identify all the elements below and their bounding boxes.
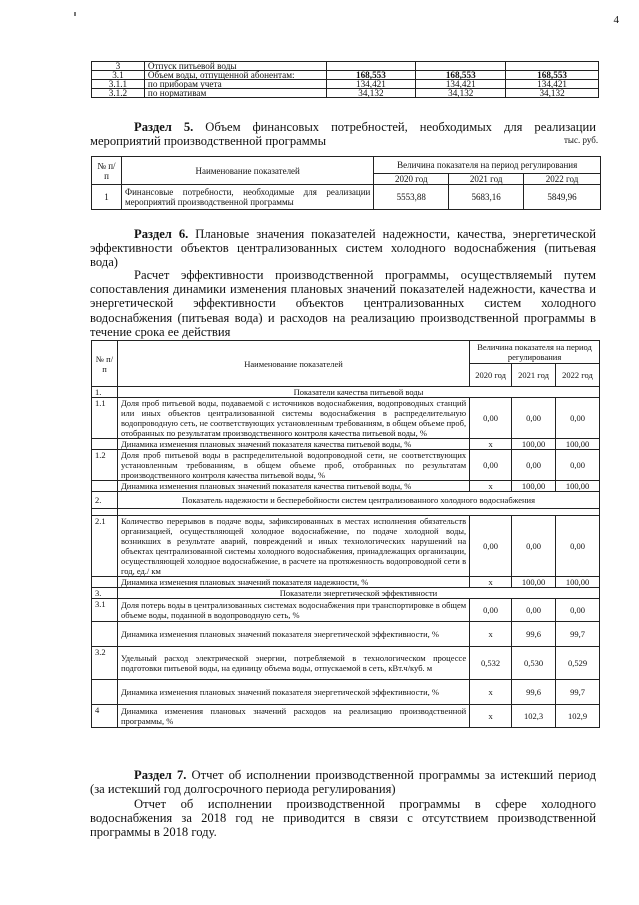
section6-label: Раздел 6. — [134, 227, 189, 241]
header-name: Наименование показателей — [117, 341, 469, 387]
section5-label: Раздел 5. — [134, 120, 194, 134]
group-title: Показатели энергетической эффективности — [117, 588, 599, 599]
row-name: Доля потерь воды в централизованных системах водоснабжения при транспортировке в общем объеме воды, поданной в водопроводную сеть, % — [117, 599, 469, 622]
group-row — [92, 492, 600, 509]
table-row — [92, 398, 600, 439]
row-number: 3 — [92, 62, 145, 71]
value-2022: 100,00 — [556, 577, 600, 588]
row-name: Динамика изменения плановых значений показателя энергетической эффективности, % — [117, 680, 469, 705]
header-num: № п/п — [92, 157, 122, 185]
row-number: 4 — [92, 705, 118, 728]
volume-table — [91, 61, 599, 98]
row-name: Динамика изменения плановых значений показателя качества питьевой воды, % — [117, 481, 469, 492]
header-year: 2021 год — [512, 364, 556, 387]
value-2020: x — [470, 481, 512, 492]
value-2020: x — [470, 622, 512, 647]
header-period: Величина показателя на период регулирования — [470, 341, 600, 364]
section5-heading — [90, 120, 599, 148]
header-num: № п/п — [92, 341, 118, 387]
row-number: 3.1 — [92, 71, 145, 80]
row-name: Динамика изменения плановых значений показателя качества питьевой воды, % — [117, 439, 469, 450]
section7-paragraph: Отчет об исполнении производственной программы в сфере холодного водоснабжения за 2018 год не приводится в связи с отсутствием производственной программы в 2018 году. — [90, 797, 596, 840]
table-row — [92, 185, 601, 210]
value-2021: 99,6 — [512, 622, 556, 647]
table-row — [92, 599, 600, 622]
value-2020: x — [470, 577, 512, 588]
scan-mark — [74, 12, 76, 16]
empty-cell — [92, 509, 118, 516]
value-2020: 34,132 — [326, 89, 416, 98]
value-2022: 100,00 — [556, 481, 600, 492]
row-number: 3.1 — [92, 599, 118, 622]
header-period: Величина показателя на период регулирования — [374, 157, 601, 174]
value-2021: 34,132 — [416, 89, 506, 98]
dynamics-row — [92, 680, 600, 705]
section5-title: Объем финансовых потребностей, необходимых для реализации мероприятий производственной программы — [90, 120, 596, 148]
row-name: Объем воды, отпущенной абонентам: — [144, 71, 326, 80]
value-2021: 168,553 — [416, 71, 506, 80]
value-2021: 100,00 — [512, 481, 556, 492]
row-name: Динамика изменения плановых значений расходов на реализацию производственной программы, % — [117, 705, 469, 728]
row-name: Финансовые потребности, необходимые для реализации мероприятий производственной программы — [121, 185, 373, 210]
dynamics-row — [92, 481, 600, 492]
empty-cell — [92, 481, 118, 492]
header-name: Наименование показателей — [121, 157, 373, 185]
value-2022: 0,00 — [556, 398, 600, 439]
row-number: 2.1 — [92, 516, 118, 577]
section7-title: Отчет об исполнении производственной программы за истекший период (за истекший год долгосрочного периода регулирования) — [90, 768, 596, 796]
value-2020: 134,421 — [326, 80, 416, 89]
row-name: Доля проб питьевой воды в распределительной водопроводной сети, не соответствующих установленным требованиям, в общем объеме проб, отобранных по результатам производственного контроля качества питьевой воды, % — [117, 450, 469, 481]
value-2022: 100,00 — [556, 439, 600, 450]
row-name: Количество перерывов в подаче воды, зафиксированных в местах исполнения обязательств организацией, осуществляющей холодное водоснабжение, по подаче холодной воды, возникших в результате аварий, повреждений и иных технологических нарушений на объектах централизованной системы холодного водоснабжения, принадлежащих организации, осуществляющей холодное водоснабжение, в расчете на протяженность водопроводной сети в год, ед./ км — [117, 516, 469, 577]
value-2020: 0,00 — [470, 450, 512, 481]
page-number: 4 — [613, 14, 619, 26]
section7-label: Раздел 7. — [134, 768, 187, 782]
group-number: 1. — [92, 387, 118, 398]
section6-title: Плановые значения показателей надежности, качества, энергетической эффективности объектов централизованных систем холодного водоснабжения (питьевая вода) — [90, 227, 596, 269]
value-2020: 0,00 — [470, 398, 512, 439]
value-2021: 134,421 — [416, 80, 506, 89]
row-number: 3.1.2 — [92, 89, 145, 98]
dynamics-row — [92, 577, 600, 588]
section7-heading — [90, 768, 596, 796]
row-number: 1 — [92, 185, 122, 210]
value-2020: x — [470, 439, 512, 450]
table-row — [92, 516, 600, 577]
empty-cell — [92, 680, 118, 705]
table-row — [92, 450, 600, 481]
value-2020: 168,553 — [326, 71, 416, 80]
value-2021: 0,00 — [512, 516, 556, 577]
value-2022: 0,00 — [556, 599, 600, 622]
header-year: 2021 год — [449, 174, 524, 185]
dynamics-row — [92, 439, 600, 450]
value-2022: 102,9 — [556, 705, 600, 728]
value-2022: 0,00 — [556, 450, 600, 481]
value-2021: 100,00 — [512, 577, 556, 588]
unit-label: тыс. руб. — [564, 135, 599, 145]
group-title: Показатель надежности и бесперебойности систем централизованного холодного водоснабжения — [117, 492, 599, 509]
row-name: Динамика изменения плановых значений показателя энергетической эффективности, % — [117, 622, 469, 647]
group-row — [92, 387, 600, 398]
row-number: 1.2 — [92, 450, 118, 481]
value-2021: 0,00 — [512, 450, 556, 481]
dynamics-row — [92, 622, 600, 647]
value-2022: 0,00 — [556, 516, 600, 577]
table-row — [92, 647, 600, 680]
value-2020: x — [470, 705, 512, 728]
empty-cell — [117, 509, 599, 516]
table-row — [92, 705, 600, 728]
row-name: Доля проб питьевой воды, подаваемой с источников водоснабжения, водопроводных станций или иных объектов централизованной системы водоснабжения в распределительную водопроводную сеть, не соответствующих установленным требованиям, в общем объеме проб, отобранных по результатам производственного контроля качества питьевой воды, % — [117, 398, 469, 439]
value-2020: x — [470, 680, 512, 705]
row-name: по приборам учета — [144, 80, 326, 89]
indicators-table — [91, 340, 600, 728]
value-2020: 0,00 — [470, 599, 512, 622]
value-2021: 100,00 — [512, 439, 556, 450]
value-2021: 0,530 — [512, 647, 556, 680]
value-2022: 99,7 — [556, 680, 600, 705]
row-name: Удельный расход электрической энергии, потребляемой в технологическом процессе подготовки питьевой воды, на единицу объема воды, отпускаемой в сеть, кВт.ч/куб. м — [117, 647, 469, 680]
value-2020: 0,00 — [470, 516, 512, 577]
header-year: 2020 год — [470, 364, 512, 387]
row-name: Динамика изменения плановых значений показателя надежности, % — [117, 577, 469, 588]
value-2021: 5683,16 — [449, 185, 524, 210]
section6-paragraph: Расчет эффективности производственной программы, осуществляемый путем сопоставления динамики изменения плановых значений показателей надежности, качества и энергетической эффективности объектов централизованных систем холодного водоснабжения (питьевая вода) и расходов на реализацию производственной программы в течение срока ее действия — [90, 268, 596, 339]
value-2022: 134,421 — [506, 80, 599, 89]
value-2020: 5553,88 — [374, 185, 449, 210]
empty-cell — [92, 577, 118, 588]
value-2022: 168,553 — [506, 71, 599, 80]
value-2022: 34,132 — [506, 89, 599, 98]
value-2022: 0,529 — [556, 647, 600, 680]
value-2020: 0,532 — [470, 647, 512, 680]
value-2021: 0,00 — [512, 398, 556, 439]
spacer-row — [92, 509, 600, 516]
group-number: 3. — [92, 588, 118, 599]
header-year: 2020 год — [374, 174, 449, 185]
value-2021: 0,00 — [512, 599, 556, 622]
row-name: по нормативам — [144, 89, 326, 98]
value-2021: 102,3 — [512, 705, 556, 728]
empty-cell — [92, 439, 118, 450]
row-number: 3.1.1 — [92, 80, 145, 89]
group-title: Показатели качества питьевой воды — [117, 387, 599, 398]
empty-cell — [92, 622, 118, 647]
header-year: 2022 год — [556, 364, 600, 387]
finance-table — [91, 156, 601, 210]
row-name: Отпуск питьевой воды — [144, 62, 326, 71]
section6-heading — [90, 227, 596, 269]
value-2022: 5849,96 — [524, 185, 601, 210]
group-row — [92, 588, 600, 599]
row-number: 3.2 — [92, 647, 118, 680]
table-row — [92, 89, 599, 98]
group-number: 2. — [92, 492, 118, 509]
header-year: 2022 год — [524, 174, 601, 185]
value-2022: 99,7 — [556, 622, 600, 647]
row-number: 1.1 — [92, 398, 118, 439]
value-2021: 99,6 — [512, 680, 556, 705]
